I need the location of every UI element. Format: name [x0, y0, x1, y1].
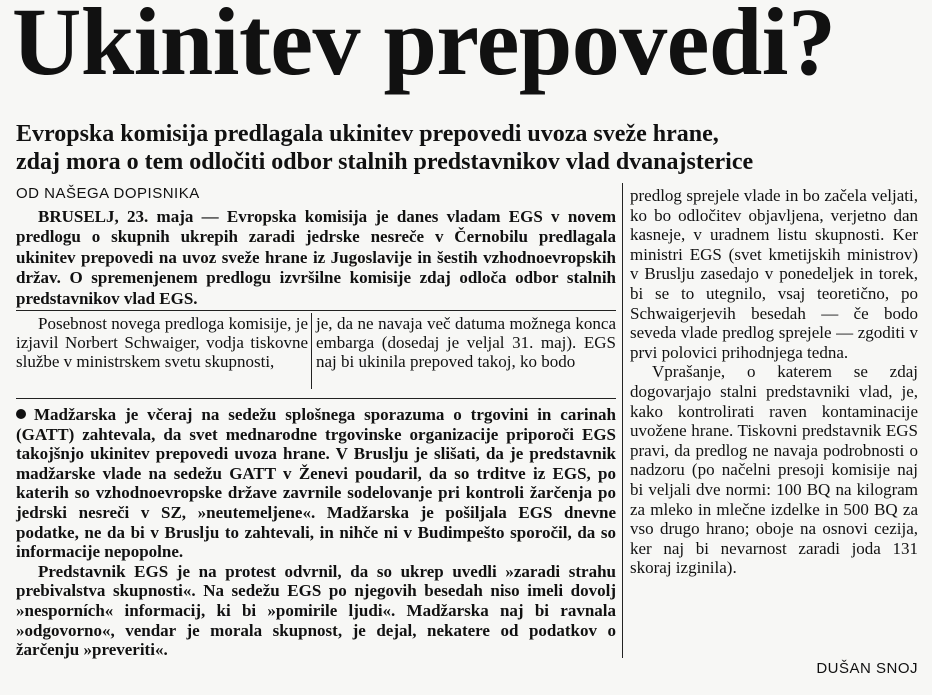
right-column-divider — [622, 183, 623, 658]
correspondent-byline: OD NAŠEGA DOPISNIKA — [16, 185, 200, 202]
column-c-paragraph-1: predlog sprejele vlade in bo začela veljati, ko bo odločitev objavljena, verjetno dan kasneje, v uradnem listu skupnosti. Ker ministri EGS (svet kmetijskih ministrov) v Bruslju zasedajo v ponedeljek in torek, bi se to utegnilo, vsaj teoretično, po Schwaigerjevih besedah — če bodo seveda vlade predlog sprejele — zgoditi v prvi polovici prihodnjega tedna. — [630, 186, 918, 362]
subheadline-line-2: zdaj mora o tem odločiti odbor stalnih predstavnikov vlad dvanajsterice — [16, 149, 754, 175]
column-c-paragraph-2: Vprašanje, o katerem se zdaj dogovarjajo stalni predstavniki vlad, je, kako kontrolirati raven kontaminacije uvožene hrane. Tiskovni predstavnik EGS pravi, da predlog ne navaja podrobnosti o nadzoru (po načelni presoji komisije naj bi veljali dve normi: 100 BQ na kilogram za mleko in mlečne izdelke in 500 BQ za vso drugo hrano; oboje na osnovi cezija, ker naj bi nevarnost zaradi joda 131 skoraj izginila). — [630, 362, 918, 578]
headline: Ukinitev prepovedi? — [12, 0, 836, 95]
lead-paragraph: BRUSELJ, 23. maja — Evropska komisija je danes vladam EGS v novem predlogu o skupnih ukrepih zaradi jedrske nesreče v Černobilu predlagala ukinitev prepovedi na uvoz sveže hrane iz Jugoslavije in šestih vzhodnoevropskih držav. O spremenjenem predlogu izvršilne komisije zdaj odloča odbor stalnih predstavnikov vlad EGS. — [16, 207, 616, 308]
body-column-b: je, da ne navaja več datuma možnega konca embarga (dosedaj je veljal 31. maj). EGS naj bi ukinila prepoved takoj, ko bodo — [316, 314, 616, 371]
body-column-a: Posebnost novega predloga komisije, je izjavil Norbert Schwaiger, vodja tiskovne službe v ministrskem svetu skupnosti, — [16, 314, 308, 371]
author-byline: DUŠAN SNOJ — [816, 660, 918, 677]
sidebar-paragraph-2: Predstavnik EGS je na protest odvrnil, da so ukrep uvedli »zaradi strahu prebivalstva skupnosti«. Na sedežu EGS po njegovih besedah niso imeli dovolj »nesporních« informacij, ki bi »pomirile ljudi«. Madžarska naj bi ravnala »odgovorno«, vendar je morala skupnost, je dejal, nekatere od podatkov o žarčenju »preveriti«. — [16, 561, 616, 660]
sidebar-paragraph-1-text: Madžarska je včeraj na sedežu splošnega sporazuma o trgovini in carinah (GATT) zahtevala, da svet mednarodne trgovinske organizacije priporoči EGS takojšnjo ukinitev prepovedi uvoza hrane. V Bruslju je slišati, da je predstavnik madžarske vlade na sedežu GATT v Ženevi poudaril, da so trditve iz EGS, po katerih so vzhodnoevropske države zavrnile sodelovanje pri kontroli žarčenja po jedrski nesreči v SZ, »neutemeljene«. Madžarska je pošiljala EGS dnevne podatke, ne da bi v Bruslju to zahtevali, in nihče ni v Budimpešto sporočil, da so informacije nepopolne. — [16, 405, 616, 562]
bullet-icon — [16, 409, 26, 419]
subheadline-line-1: Evropska komisija predlagala ukinitev prepovedi uvoza sveže hrane, — [16, 121, 719, 147]
lead-divider — [16, 310, 616, 311]
sidebar-box-divider — [16, 398, 616, 399]
hungary-sidebar-box — [16, 405, 616, 660]
body-column-c — [630, 186, 918, 578]
column-divider — [311, 313, 312, 389]
sidebar-paragraph-1 — [16, 405, 616, 562]
subheadline — [16, 120, 921, 176]
